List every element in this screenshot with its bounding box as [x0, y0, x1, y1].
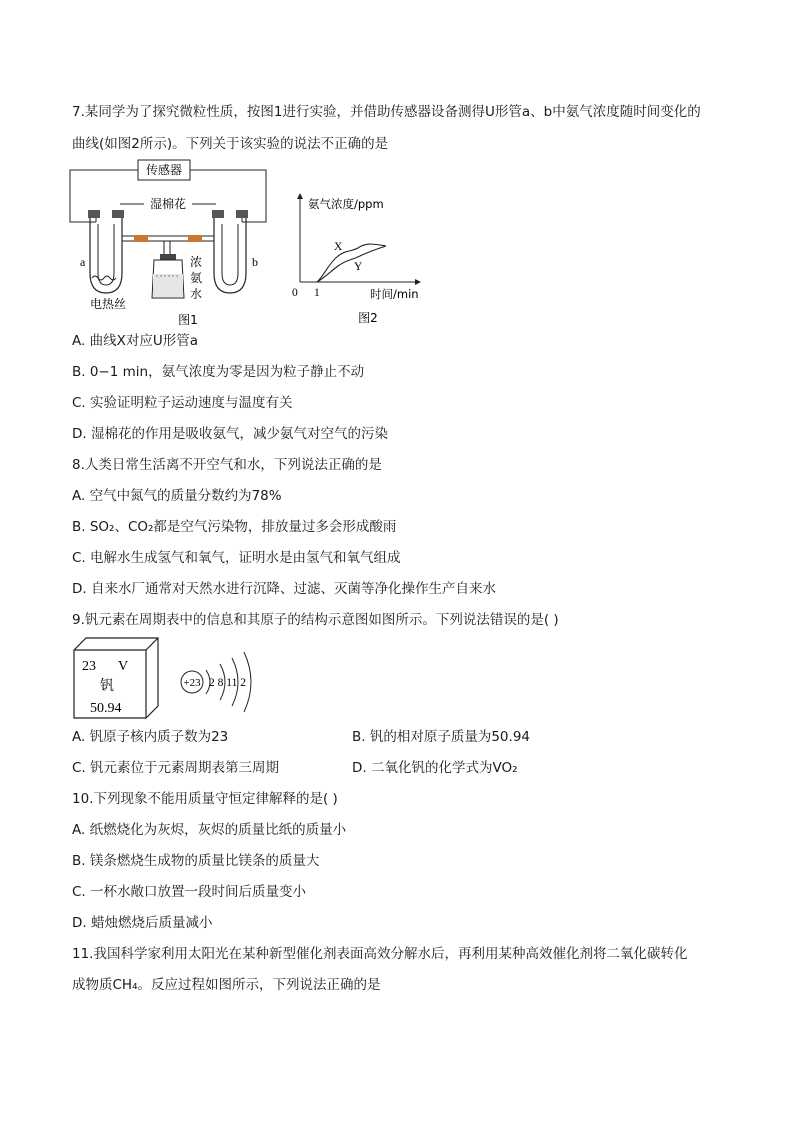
- q8-option-c: C. 电解水生成氢气和氧气，证明水是由氢气和氧气组成: [72, 550, 401, 566]
- tick-1-label: 1: [314, 287, 320, 299]
- nucleus-charge: +23: [183, 677, 201, 689]
- q7-option-b: B. 0−1 min，氨气浓度为零是因为粒子静止不动: [72, 364, 365, 380]
- q8-stem: 8.人类日常生活离不开空气和水，下列说法正确的是: [72, 457, 382, 473]
- q7-option-d: D. 湿棉花的作用是吸收氨气，减少氨气对空气的污染: [72, 426, 388, 442]
- sensor-label: 传感器: [145, 163, 183, 177]
- q10-stem: 10.下列现象不能用质量守恒定律解释的是( ): [72, 791, 338, 807]
- series-y-label: Y: [354, 261, 363, 273]
- figure2-caption: 图2: [358, 311, 378, 325]
- q9-option-a: A. 钒原子核内质子数为23: [72, 729, 229, 745]
- y-axis-label: 氨气浓度/ppm: [308, 197, 384, 211]
- ammonia-label-2: 氨: [190, 271, 203, 285]
- element-name: 钒: [100, 678, 114, 694]
- tube-b-label: b: [252, 255, 258, 269]
- q9-option-c: C. 钒元素位于元素周期表第三周期: [72, 760, 280, 776]
- ammonia-label-1: 浓: [190, 255, 203, 269]
- heater-label: 电热丝: [90, 297, 127, 311]
- q7-option-c: C. 实验证明粒子运动速度与温度有关: [72, 395, 293, 411]
- x-axis-label: 时间/min: [370, 287, 419, 301]
- q8-option-d: D. 自来水厂通常对天然水进行沉降、过滤、灭菌等净化操作生产自来水: [72, 581, 496, 597]
- q9-element-cell: [72, 636, 162, 722]
- q7-figure1-apparatus: [66, 158, 286, 328]
- origin-label: 0: [292, 287, 298, 299]
- q10-option-d: D. 蜡烛燃烧后质量减小: [72, 915, 213, 931]
- element-symbol: V: [118, 659, 129, 674]
- q8-option-b: B. SO₂、CO₂都是空气污染物，排放量过多会形成酸雨: [72, 519, 397, 535]
- curve-y: [317, 246, 386, 282]
- q11-stem-line2: 成物质CH₄。反应过程如图所示，下列说法正确的是: [72, 977, 381, 993]
- q9-option-b: B. 钒的相对原子质量为50.94: [352, 729, 530, 745]
- series-x-label: X: [334, 241, 343, 253]
- q10-option-c: C. 一杯水敞口放置一段时间后质量变小: [72, 884, 307, 900]
- figure1-caption: 图1: [178, 313, 198, 327]
- q9-option-d: D. 二氧化钒的化学式为VO₂: [352, 760, 518, 776]
- tube-a-label: a: [80, 255, 86, 269]
- q8-option-a: A. 空气中氮气的质量分数约为78%: [72, 488, 282, 504]
- atomic-number: 23: [82, 659, 96, 674]
- q11-stem-line1: 11.我国科学家利用太阳光在某种新型催化剂表面高效分解水后，再利用某种高效催化剂将二氧化碳转化: [72, 946, 688, 962]
- q7-stem-line1: 7.某同学为了探究微粒性质，按图1进行实验，并借助传感器设备测得U形管a、b中氨气浓度随时间变化的: [72, 104, 701, 120]
- q7-option-a: A. 曲线X对应U形管a: [72, 333, 198, 349]
- q9-stem: 9.钒元素在周期表中的信息和其原子的结构示意图如图所示。下列说法错误的是( ): [72, 612, 559, 628]
- q10-option-a: A. 纸燃烧化为灰烬，灰烬的质量比纸的质量小: [72, 822, 347, 838]
- q9-atom-structure: [176, 640, 266, 720]
- cotton-label: 湿棉花: [149, 197, 187, 211]
- atomic-mass: 50.94: [90, 701, 122, 716]
- q7-stem-line2: 曲线(如图2所示)。下列关于该实验的说法不正确的是: [72, 136, 389, 152]
- q7-figure2-plot: [290, 190, 430, 328]
- electron-shells: 2 8 11 2: [209, 677, 246, 689]
- ammonia-label-3: 水: [190, 287, 203, 301]
- q10-option-b: B. 镁条燃烧生成物的质量比镁条的质量大: [72, 853, 320, 869]
